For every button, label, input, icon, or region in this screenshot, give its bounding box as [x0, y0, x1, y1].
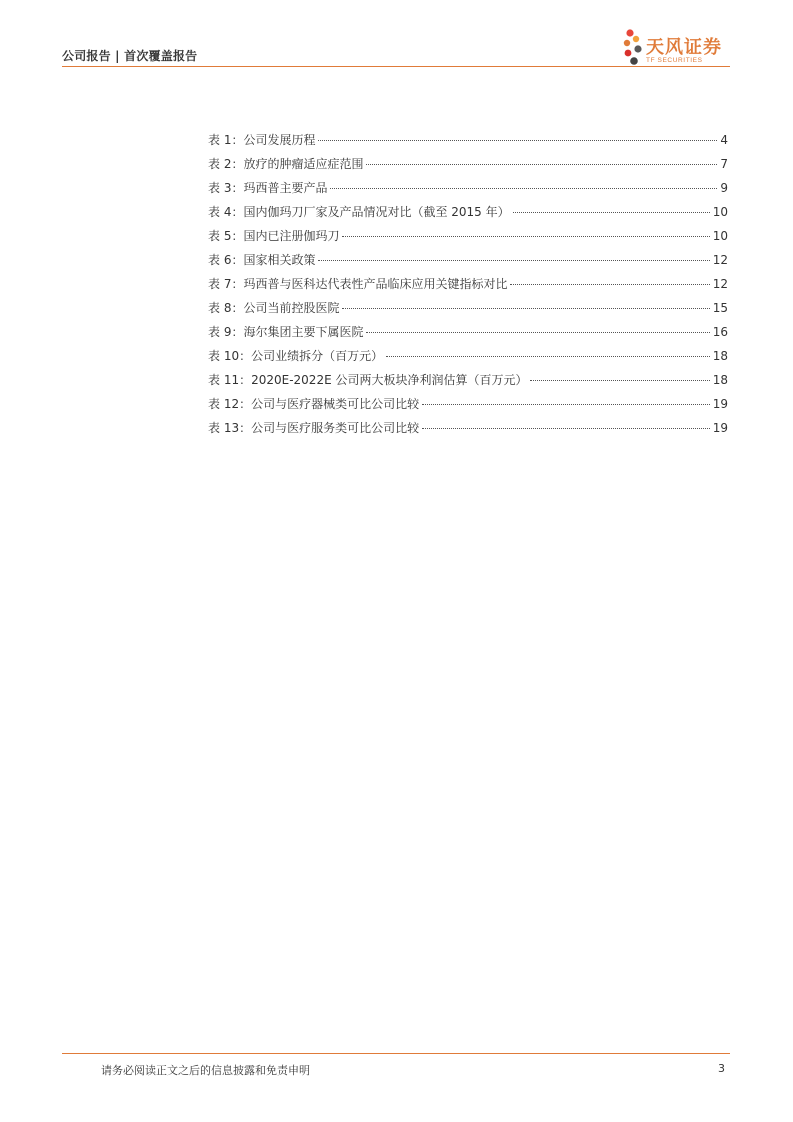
header-divider	[62, 66, 730, 67]
toc-entry[interactable]	[208, 323, 728, 347]
toc-entry-label: 表 10：公司业绩拆分（百万元）	[208, 349, 384, 363]
toc-entry-label: 表 11：2020E-2022E 公司两大板块净利润估算（百万元）	[208, 373, 528, 387]
toc-leader-dots	[342, 236, 709, 237]
toc-leader-dots	[422, 404, 710, 405]
toc-leader-dots	[318, 140, 717, 141]
toc-entry[interactable]	[208, 299, 728, 323]
toc-leader-dots	[318, 260, 709, 261]
toc-entry-page: 10	[712, 205, 728, 219]
toc-entry[interactable]	[208, 131, 728, 155]
toc-leader-dots	[386, 356, 710, 357]
footer-divider	[62, 1053, 730, 1054]
toc-entry-page: 12	[712, 253, 728, 267]
toc-entry-label: 表 13：公司与医疗服务类可比公司比较	[208, 421, 420, 435]
report-type-title: 公司报告 | 首次覆盖报告	[62, 49, 198, 63]
toc-entry[interactable]	[208, 419, 728, 443]
logo-subtitle: TF SECURITIES	[646, 57, 703, 64]
toc-entry[interactable]	[208, 179, 728, 203]
toc-entry-label: 表 1：公司发展历程	[208, 133, 316, 147]
page-number: 3	[718, 1062, 725, 1075]
toc-entry[interactable]	[208, 155, 728, 179]
toc-entry[interactable]	[208, 395, 728, 419]
toc-entry-page: 19	[712, 397, 728, 411]
toc-entry[interactable]	[208, 347, 728, 371]
toc-leader-dots	[513, 212, 710, 213]
toc-leader-dots	[366, 164, 717, 165]
toc-entry-label: 表 7：玛西普与医科达代表性产品临床应用关键指标对比	[208, 277, 508, 291]
toc-entry-page: 12	[712, 277, 728, 291]
toc-entry-label: 表 5：国内已注册伽玛刀	[208, 229, 340, 243]
toc-entry-page: 10	[712, 229, 728, 243]
toc-entry-page: 7	[720, 157, 728, 171]
toc-entry-label: 表 6：国家相关政策	[208, 253, 316, 267]
toc-entry[interactable]	[208, 371, 728, 395]
toc-entry-label: 表 4：国内伽玛刀厂家及产品情况对比（截至 2015 年）	[208, 205, 510, 219]
toc-entry-label: 表 12：公司与医疗器械类可比公司比较	[208, 397, 420, 411]
footer-disclaimer: 请务必阅读正文之后的信息披露和免责申明	[101, 1064, 310, 1077]
toc-entry-page: 4	[720, 133, 728, 147]
toc-entry-page: 16	[712, 325, 728, 339]
toc-leader-dots	[366, 332, 709, 333]
toc-entry-page: 19	[712, 421, 728, 435]
logo-wordmark: 天风证券	[646, 37, 722, 58]
toc-entry[interactable]	[208, 275, 728, 299]
toc-leader-dots	[342, 308, 709, 309]
company-logo	[622, 24, 734, 70]
toc-entry[interactable]	[208, 251, 728, 275]
toc-entry-label: 表 2：放疗的肿瘤适应症范围	[208, 157, 364, 171]
toc-entry-label: 表 3：玛西普主要产品	[208, 181, 328, 195]
toc-leader-dots	[530, 380, 709, 381]
toc-entry-label: 表 9：海尔集团主要下属医院	[208, 325, 364, 339]
toc-leader-dots	[330, 188, 717, 189]
toc-entry-page: 18	[712, 373, 728, 387]
toc-entry[interactable]	[208, 203, 728, 227]
toc-entry-page: 9	[720, 181, 728, 195]
toc-entry[interactable]	[208, 227, 728, 251]
toc-entry-page: 18	[712, 349, 728, 363]
toc-entry-label: 表 8：公司当前控股医院	[208, 301, 340, 315]
flower-logo-icon	[622, 24, 646, 70]
toc-leader-dots	[510, 284, 709, 285]
toc-leader-dots	[422, 428, 710, 429]
toc-entry-page: 15	[712, 301, 728, 315]
table-of-contents	[208, 131, 728, 443]
